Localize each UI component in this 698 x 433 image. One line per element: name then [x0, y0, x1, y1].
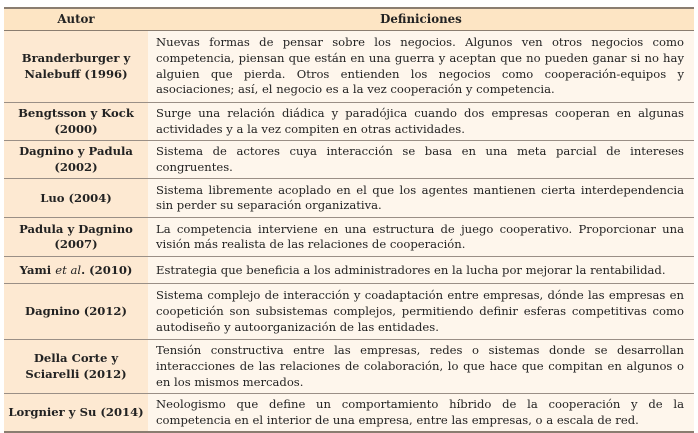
author-name: Lorgnier y Su (2014): [8, 404, 144, 419]
author-cell: [4, 31, 148, 103]
table-row: [4, 103, 694, 141]
table-row: [4, 141, 694, 179]
author-name: Branderburger y Nalebuff (1996): [21, 50, 131, 81]
table-row: [4, 340, 694, 394]
author-name: Luo (2004): [40, 190, 112, 205]
author-cell: [4, 340, 148, 394]
author-name: Bengtsson y Kock (2000): [18, 106, 134, 136]
definition-cell: Neologismo que define un comportamiento híbrido de la cooperación y de la competencia en el interior de una empresa, entre las empresas, o a escala de red.: [148, 394, 694, 433]
table-row: [4, 257, 694, 284]
definition-cell: Estrategia que beneficia a los administradores en la lucha por mejorar la rentabilidad.: [148, 257, 694, 284]
author-cell: [4, 394, 148, 433]
header-definitions: Definiciones: [148, 8, 694, 31]
author-name-italic: et al: [55, 262, 82, 277]
table-row: [4, 218, 694, 257]
author-name: Dagnino y Padula (2002): [19, 144, 133, 174]
definition-cell: La competencia interviene en una estructura de juego cooperativo. Proporcionar una visión más realista de las relaciones de cooperación.: [148, 218, 694, 257]
author-cell: [4, 284, 148, 340]
definition-cell: Sistema libremente acoplado en el que los agentes mantienen cierta interdependencia sin perder su separación organizativa.: [148, 179, 694, 218]
definition-cell: Sistema complejo de interacción y coadaptación entre empresas, dónde las empresas en coopetición son subsistemas complejos, permitiendo definir esferas competitivas como autodiseño y autoorganización de las entidades.: [148, 284, 694, 340]
author-cell: [4, 179, 148, 218]
table-row: [4, 394, 694, 433]
definition-cell: Tensión constructiva entre las empresas, redes o sistemas donde se desarrollan interacciones de las relaciones de colaboración, lo que hace que compitan en algunos o en los mismos mercados.: [148, 340, 694, 394]
author-name: Della Corte y Sciarelli (2012): [25, 351, 127, 381]
table-row: [4, 179, 694, 218]
definition-cell: Nuevas formas de pensar sobre los negocios. Algunos ven otros negocios como competencia, piensan que están en una guerra y aceptan que no pueden ganar si no hay alguien que pierda. Otros entienden los negocios como cooperación-equipos y asociaciones; así, el negocio es a la vez cooperación y competencia.: [148, 31, 694, 103]
definition-cell: Sistema de actores cuya interacción se basa en una meta parcial de intereses congruentes.: [148, 141, 694, 179]
table-row: [4, 284, 694, 340]
author-cell: [4, 257, 148, 284]
table-header-row: [4, 8, 694, 31]
definitions-table: [4, 7, 694, 433]
table-row: [4, 31, 694, 103]
author-name: Dagnino (2012): [25, 304, 127, 319]
author-cell: [4, 141, 148, 179]
author-name: Yami: [19, 262, 56, 277]
author-year: . (2010): [81, 262, 133, 277]
header-author: Autor: [4, 8, 148, 31]
author-cell: [4, 103, 148, 141]
author-cell: [4, 218, 148, 257]
definition-cell: Surge una relación diádica y paradójica cuando dos empresas cooperan en algunas actividades y a la vez compiten en otras actividades.: [148, 103, 694, 141]
author-name: Padula y Dagnino (2007): [19, 221, 133, 252]
